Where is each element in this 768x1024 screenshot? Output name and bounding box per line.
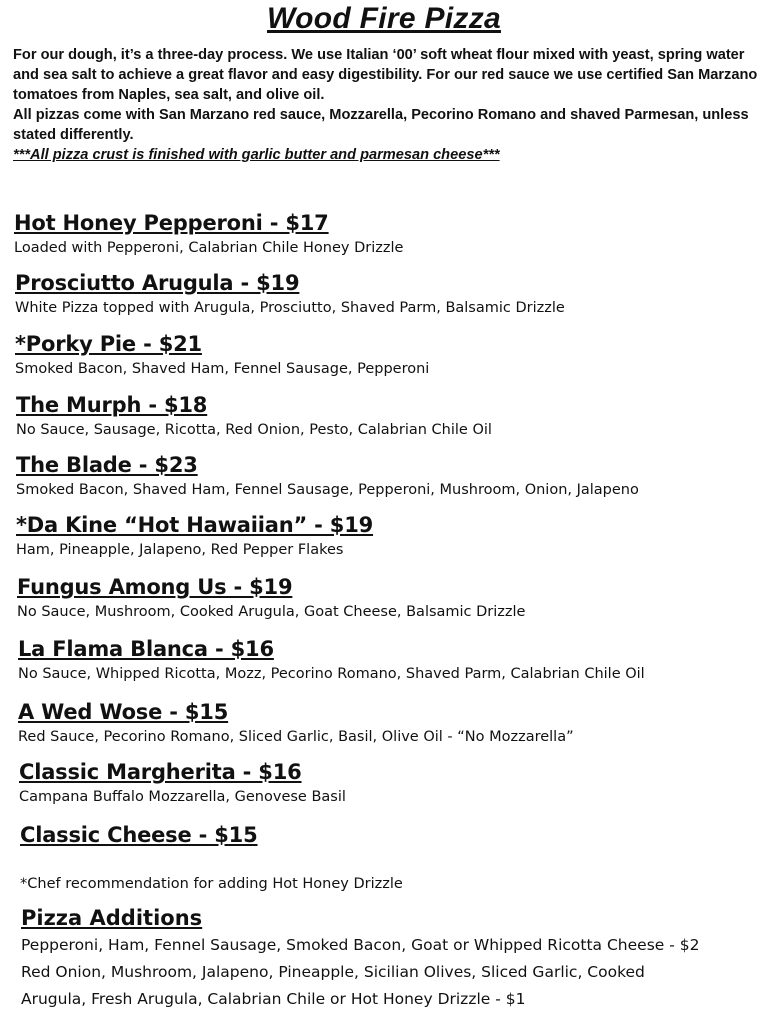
menu-item-name: The Murph - $18 — [16, 393, 208, 417]
menu-item — [15, 332, 429, 377]
menu-item-name: *Da Kine “Hot Hawaiian” - $19 — [16, 513, 374, 537]
crust-note: ***All pizza crust is finished with garlic butter and parmesan cheese*** — [13, 147, 500, 163]
menu-item — [14, 211, 403, 256]
menu-item — [18, 637, 645, 682]
menu-item-description: Campana Buffalo Mozzarella, Genovese Basil — [19, 789, 346, 805]
menu-item — [15, 271, 565, 316]
additions-heading: Pizza Additions — [21, 906, 203, 930]
menu-item-description: No Sauce, Mushroom, Cooked Arugula, Goat Cheese, Balsamic Drizzle — [17, 604, 526, 620]
menu-item-name: The Blade - $23 — [16, 453, 198, 477]
menu-item-name: A Wed Wose - $15 — [18, 700, 229, 724]
included-toppings-note: All pizzas come with San Marzano red sauce, Mozzarella, Pecorino Romano and shaved Parmesan, unless stated differently. — [13, 107, 749, 143]
menu-item — [18, 700, 574, 745]
menu-item — [17, 575, 525, 620]
dough-description: For our dough, it’s a three-day process. We use Italian ‘00’ soft wheat flour mixed with yeast, spring water and sea salt to achieve a great flavor and easy digestibility. For our red sauce we use certified San Marzano tomatoes from Naples, sea salt, and olive oil. — [13, 47, 758, 103]
menu-item-description: No Sauce, Sausage, Ricotta, Red Onion, Pesto, Calabrian Chile Oil — [16, 422, 492, 438]
menu-item-description: Smoked Bacon, Shaved Ham, Fennel Sausage, Pepperoni — [15, 361, 430, 377]
pizza-additions-section — [21, 906, 768, 1013]
menu-item-name: La Flama Blanca - $16 — [18, 637, 274, 661]
chef-recommendation-note: *Chef recommendation for adding Hot Honey Drizzle — [20, 876, 403, 892]
additions-line: Red Onion, Mushroom, Jalapeno, Pineapple, Sicilian Olives, Sliced Garlic, Cooked — [21, 963, 645, 981]
menu-item — [16, 453, 639, 498]
menu-item-name: Prosciutto Arugula - $19 — [15, 271, 300, 295]
additions-line: Arugula, Fresh Arugula, Calabrian Chile or Hot Honey Drizzle - $1 — [21, 990, 526, 1008]
page-title: Wood Fire Pizza — [267, 2, 501, 35]
menu-item — [16, 393, 492, 438]
menu-item-name: Classic Cheese - $15 — [20, 823, 258, 847]
menu-item — [16, 513, 373, 558]
menu-item-name: Fungus Among Us - $19 — [17, 575, 293, 599]
menu-item-name: Classic Margherita - $16 — [19, 760, 302, 784]
menu-item — [20, 823, 258, 852]
additions-line: Pepperoni, Ham, Fennel Sausage, Smoked Bacon, Goat or Whipped Ricotta Cheese - $2 — [21, 936, 700, 954]
menu-item-description: Ham, Pineapple, Jalapeno, Red Pepper Flakes — [16, 542, 344, 558]
menu-item-name: *Porky Pie - $21 — [15, 332, 202, 356]
menu-item-description: White Pizza topped with Arugula, Prosciutto, Shaved Parm, Balsamic Drizzle — [15, 300, 565, 316]
menu-item-description: Loaded with Pepperoni, Calabrian Chile Honey Drizzle — [14, 240, 404, 256]
intro-section — [13, 45, 763, 165]
menu-item-name: Hot Honey Pepperoni - $17 — [14, 211, 329, 235]
menu-item-description: No Sauce, Whipped Ricotta, Mozz, Pecorino Romano, Shaved Parm, Calabrian Chile Oil — [18, 666, 645, 682]
menu-item-description: Red Sauce, Pecorino Romano, Sliced Garlic, Basil, Olive Oil - “No Mozzarella” — [18, 729, 574, 745]
menu-item-description: Smoked Bacon, Shaved Ham, Fennel Sausage, Pepperoni, Mushroom, Onion, Jalapeno — [16, 482, 639, 498]
menu-item — [19, 760, 346, 805]
